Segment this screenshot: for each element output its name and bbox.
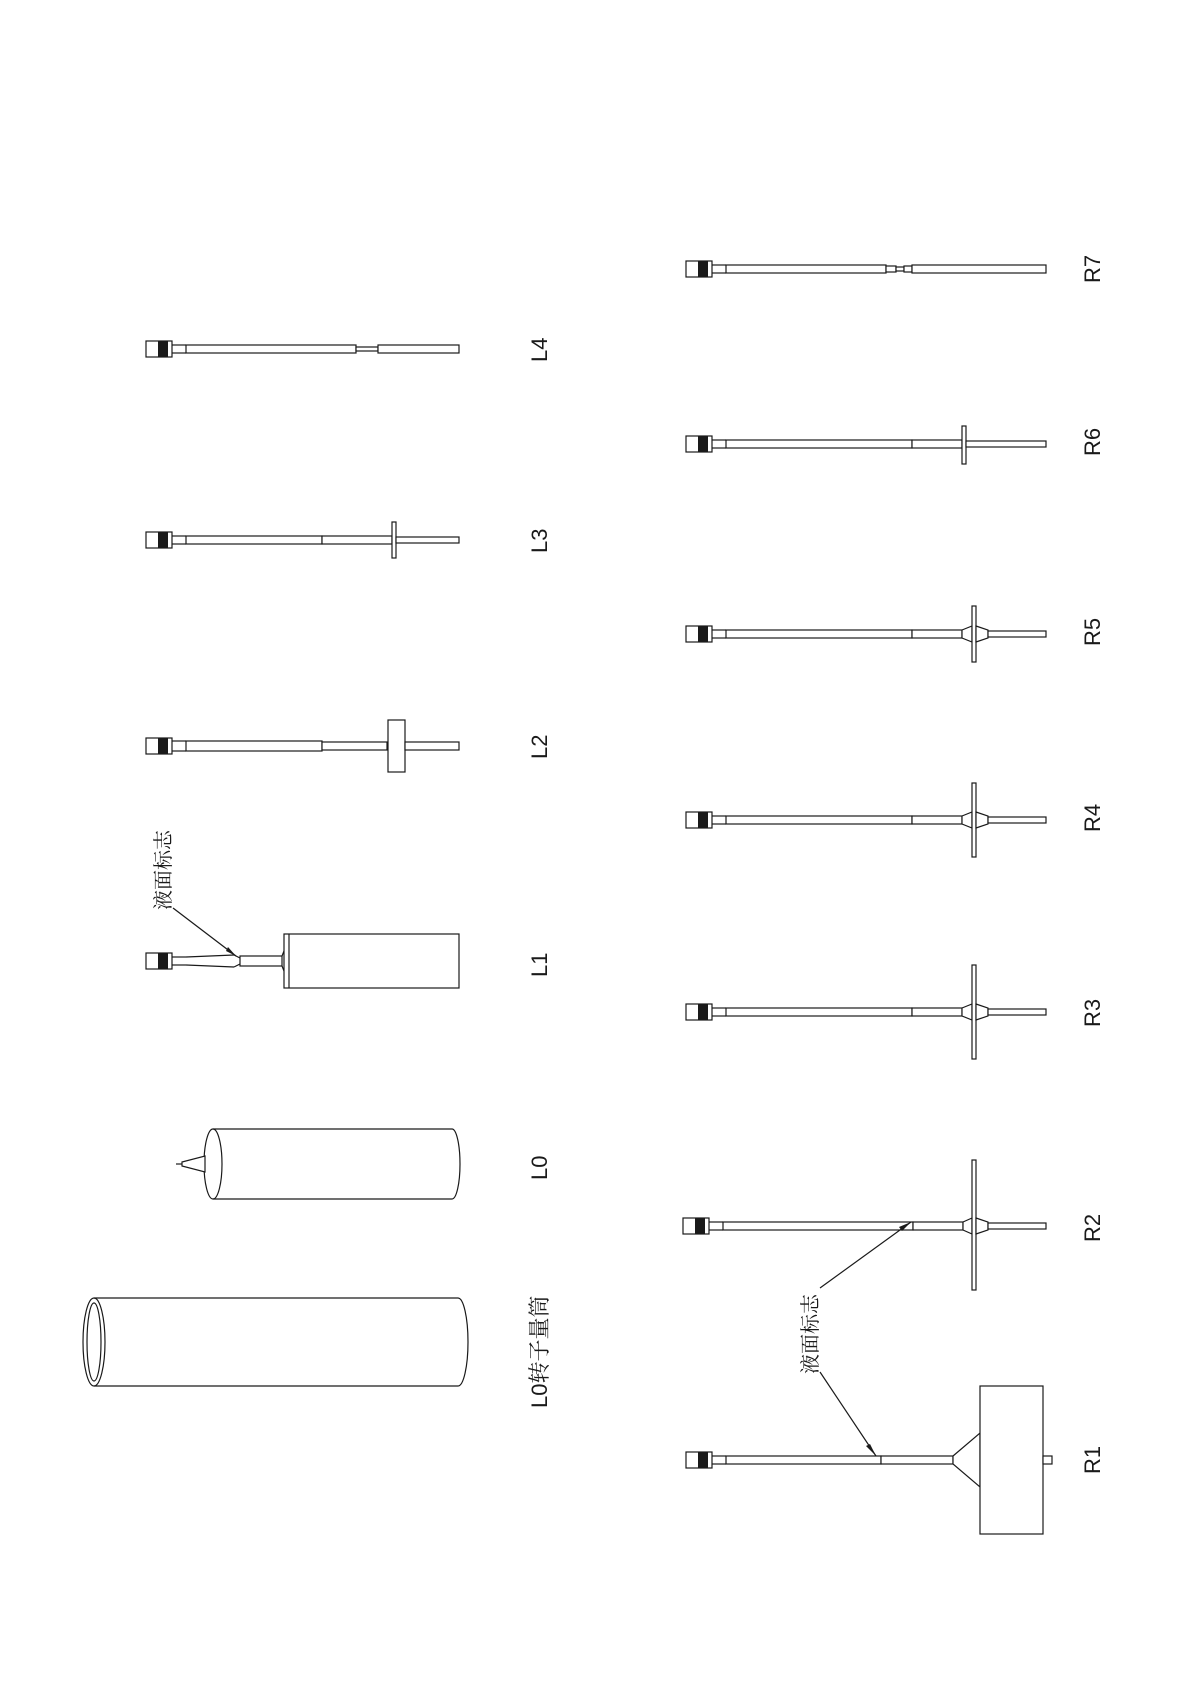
spindle-L4 (146, 341, 459, 357)
label-R7: R7 (1080, 254, 1105, 283)
spindle-L1 (146, 934, 459, 988)
spindle-R6 (686, 426, 1046, 464)
label-L4: L4 (527, 337, 552, 362)
spindle-R1 (686, 1386, 1052, 1534)
label-L3: L3 (527, 528, 552, 553)
spindle-R2 (683, 1160, 1046, 1290)
label-L1: L1 (527, 952, 552, 977)
label-cylinder: L0转子量筒 (527, 1295, 552, 1408)
spindle-L2 (146, 720, 459, 772)
rotor-L0 (176, 1129, 460, 1199)
label-R5: R5 (1080, 617, 1105, 646)
liquid-mark-note-left: 液面标志 (151, 830, 175, 910)
spindle-R4 (686, 783, 1046, 857)
spindle-L3 (146, 522, 459, 558)
liquid-mark-note-right: 液面标志 (798, 1294, 822, 1374)
label-L0: L0 (527, 1155, 552, 1180)
label-L2: L2 (527, 734, 552, 759)
label-R6: R6 (1080, 427, 1105, 456)
liquid-mark-leader-right (820, 1222, 911, 1456)
label-R1: R1 (1080, 1445, 1105, 1474)
spindle-R7 (686, 261, 1046, 277)
label-R4: R4 (1080, 803, 1105, 832)
label-R3: R3 (1080, 998, 1105, 1027)
measuring-cylinder (83, 1298, 468, 1386)
label-R2: R2 (1080, 1213, 1105, 1242)
liquid-mark-leader-left (173, 908, 236, 956)
spindle-R3 (686, 965, 1046, 1059)
spindle-R5 (686, 606, 1046, 662)
